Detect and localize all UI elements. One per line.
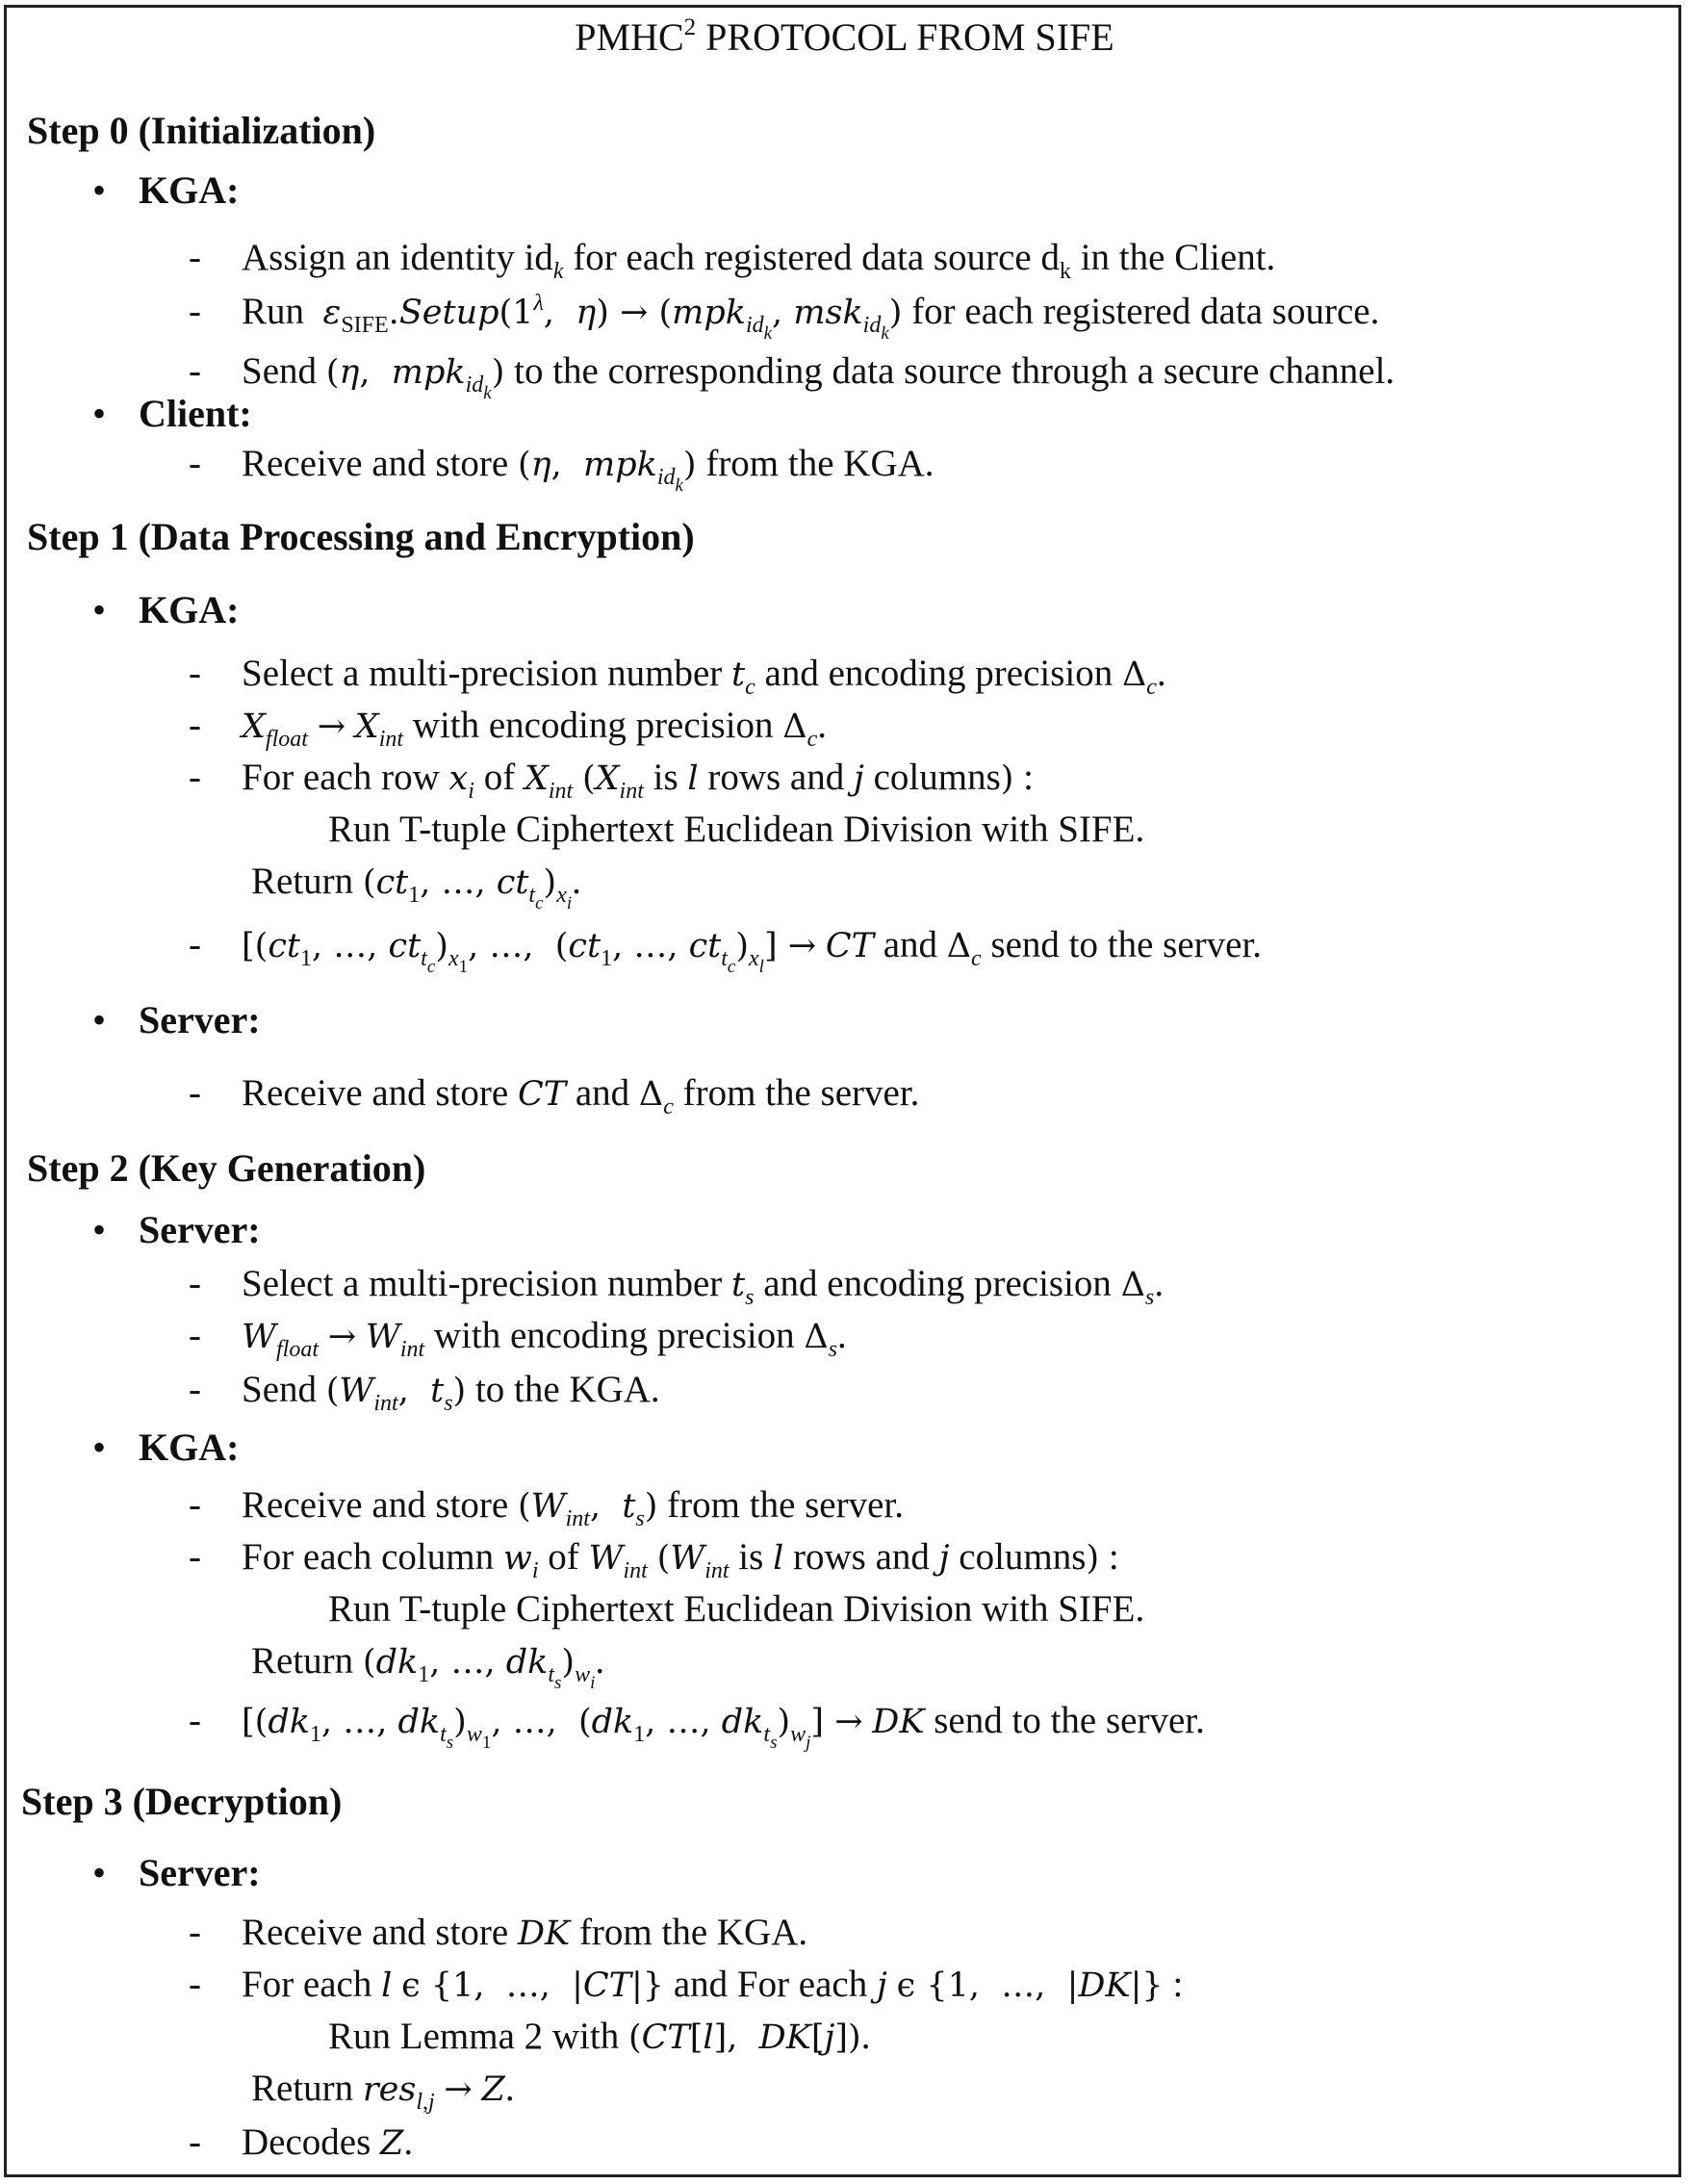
step-2-kga-item-5: - [($dk_1$, …, $dk_{t_s})_{w_1}$, …, ($dk_1$, …, $dk_{t_s})_{w_j}$] → DK send to the server.	[189, 1700, 1205, 1753]
step-2-kga-item-3: Run T-tuple Ciphertext Euclidean Division with SIFE.	[328, 1588, 1145, 1630]
step-1-kga-item-2: - $X_{float} \to X_{int}$ with encoding precision $\Delta_c$.	[189, 705, 827, 752]
step-1-kga-item-4: Run T-tuple Ciphertext Euclidean Division with SIFE.	[328, 809, 1145, 850]
step-3-heading: Step 3 (Decryption)	[21, 1780, 343, 1823]
step-2-kga-item-2: - For each column $w_i$ of $W_{int}$ ($W_{int}$ is l rows and j columns) :	[189, 1536, 1119, 1583]
step-0-kga-item-2: - Run $\varepsilon_{SIFE}.Setup(1^\lambda$, η) → (mpk$_{id_k}$, msk$_{id_k}$) for each registered data source.	[189, 291, 1380, 344]
step-3-actor-server: • Server:	[92, 1851, 261, 1894]
step-2-server-item-3: - Send ($W_{int}$, $t_s$) to the KGA.	[189, 1369, 660, 1416]
step-0-heading: Step 0 (Initialization)	[27, 109, 376, 152]
step-2-kga-item-1: - Receive and store ($W_{int}$, $t_s$) from the server.	[189, 1484, 904, 1531]
step-1-kga-item-1: - Select a multi-precision number $t_c$ and encoding precision $\Delta_c$.	[189, 653, 1166, 700]
step-2-kga-item-4: Return ($dk_1$, …, $dk_{t_s})_{w_i}$.	[251, 1640, 605, 1693]
step-0-kga-item-1: - Assign an identity $id_k$ for each registered data source $d_k$ in the Client.	[189, 237, 1276, 284]
step-2-actor-kga: • KGA:	[92, 1426, 240, 1469]
step-0-actor-kga: • KGA:	[92, 168, 240, 212]
step-0-client-item-1: - Receive and store (η, mpk$_{id_k}$) from the KGA.	[189, 443, 934, 496]
step-0-actor-client: • Client:	[92, 392, 252, 435]
step-3-server-item-5: - Decodes Z.	[189, 2121, 414, 2163]
step-2-server-item-1: - Select a multi-precision number $t_s$ and encoding precision $\Delta_s$.	[189, 1263, 1164, 1310]
step-3-server-item-1: - Receive and store DK from the KGA.	[189, 1912, 808, 1953]
step-2-actor-server: • Server:	[92, 1208, 261, 1251]
step-2-server-item-2: - $W_{float} \to W_{int}$ with encoding precision $\Delta_s$.	[189, 1315, 847, 1362]
step-1-kga-item-3: - For each row $x_i$ of $X_{int}$ ($X_{int}$ is l rows and j columns) :	[189, 757, 1035, 804]
step-3-server-item-2: - For each l ϵ {1, …, |CT|} and For each j ϵ {1, …, |DK|} :	[189, 1964, 1184, 2005]
step-3-server-item-4: Return res$_{l,j}$ → Z.	[251, 2068, 515, 2115]
protocol-title: PMHC$^2$ PROTOCOL FROM SIFE	[575, 14, 1114, 59]
step-3-server-item-3: Run Lemma 2 with (CT[l], DK[j]).	[328, 2016, 871, 2057]
step-1-server-item-1: - Receive and store CT and $\Delta_c$ from the server.	[189, 1072, 920, 1119]
step-1-actor-server: • Server:	[92, 998, 261, 1041]
step-1-actor-kga: • KGA:	[92, 588, 240, 631]
step-0-kga-item-3: - Send (η, mpk$_{id_k}$) to the corresponding data source through a secure channel.	[189, 350, 1395, 403]
step-1-kga-item-5: Return ($ct_1$, …, $ct_{t_c})_{x_i}$.	[251, 861, 581, 913]
step-1-kga-item-6: - [($ct_1$, …, $ct_{t_c})_{x_1}$, …, ($ct_1$, …, $ct_{t_c})_{x_l}$] → CT and $\Delta_c$ send to the server.	[189, 924, 1263, 977]
step-2-heading: Step 2 (Key Generation)	[27, 1146, 426, 1190]
step-1-heading: Step 1 (Data Processing and Encryption)	[27, 515, 695, 558]
